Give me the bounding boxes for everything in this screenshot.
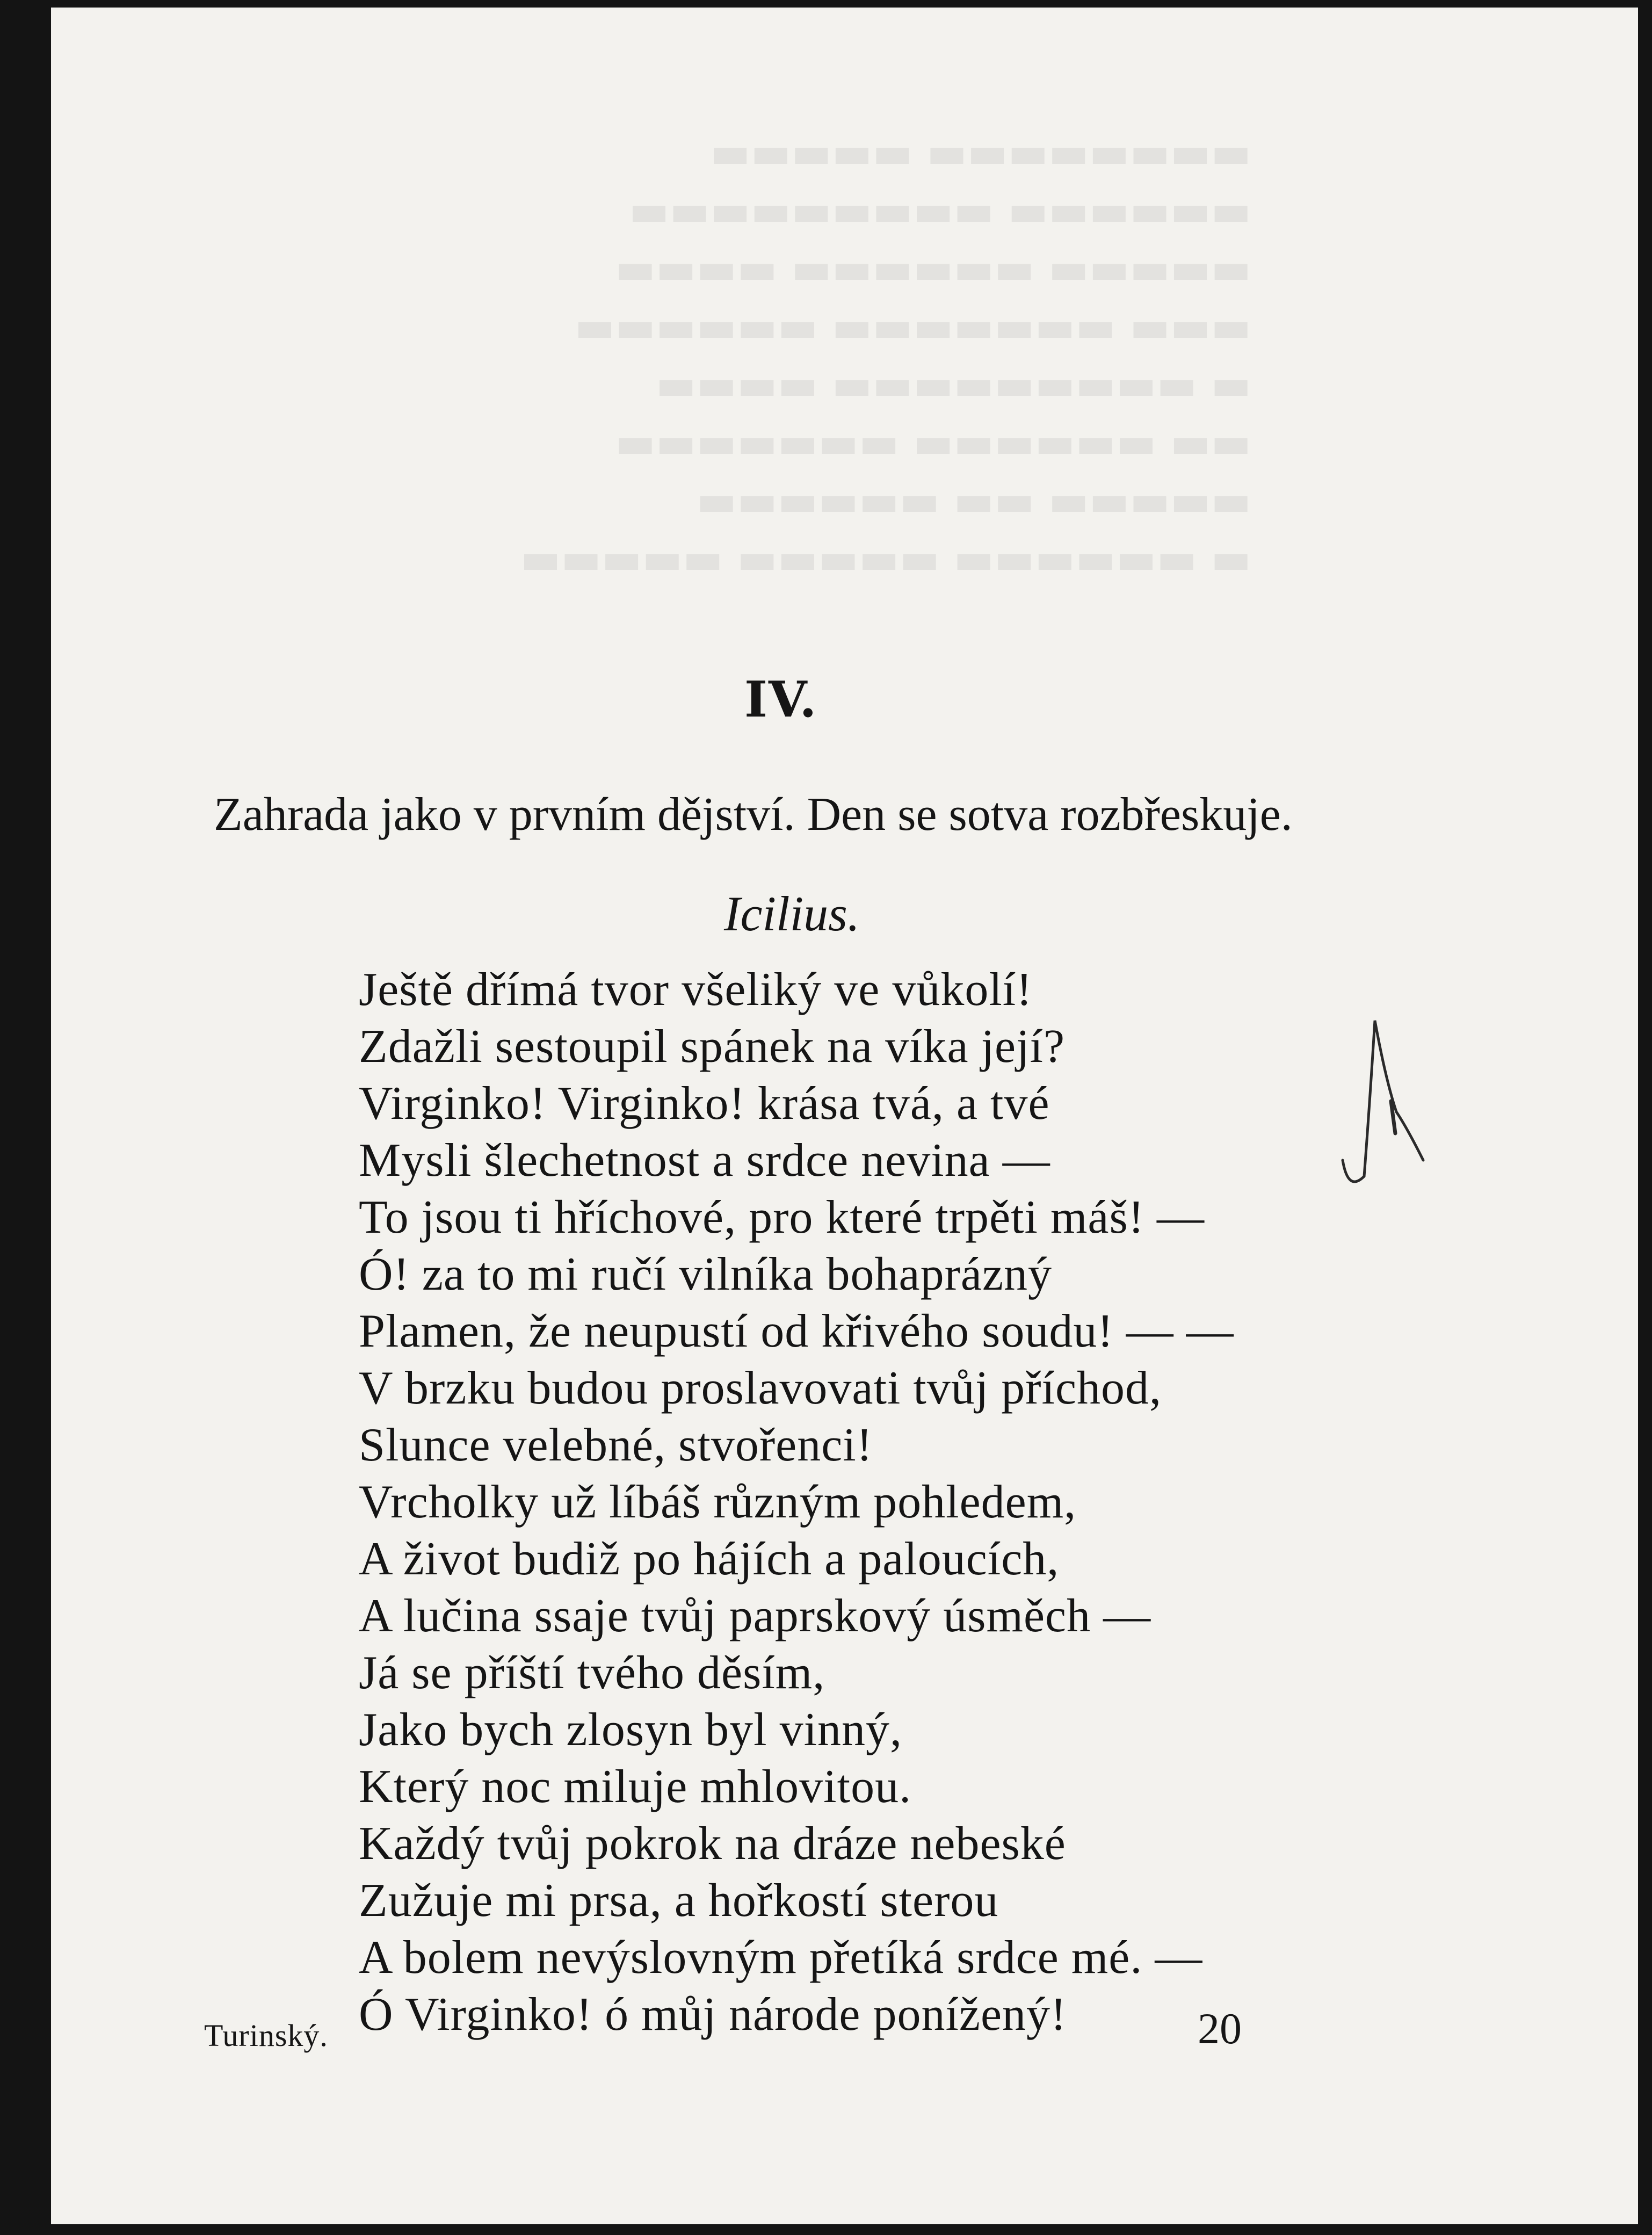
act-heading: IV.: [744, 670, 818, 728]
printer-signature: Turinský.: [204, 2018, 328, 2053]
stage-direction: Zahrada jako v prvním dějství. Den se sotva rozbřeskuje.: [214, 789, 1293, 841]
verse-line: A bolem nevýslovným přetíká srdce mé. —: [359, 1932, 1203, 1984]
verse-line: Ještě dřímá tvor všeliký ve vůkolí!: [359, 964, 1033, 1016]
verse-line: Který noc miluje mhlovitou.: [359, 1761, 912, 1813]
verse-line: Ó! za to mi ručí vilníka bohaprázný: [359, 1248, 1053, 1300]
show-through-shadow: ▬▬▬▬▬▬▬▬ ▬▬▬▬▬ ▬▬▬▬▬▬ ▬▬▬▬▬▬▬▬▬ ▬▬▬▬▬ ▬▬▬▬▬▬ ▬▬▬▬ ▬▬▬ ▬▬▬▬▬▬▬ ▬▬▬▬▬▬ ▬ ▬▬▬▬▬▬▬▬▬ ▬▬▬▬ ▬▬ ▬▬▬▬▬▬ ▬▬▬▬▬▬▬ ▬▬▬▬▬ ▬▬ ▬▬▬▬▬▬ ▬ ▬▬▬▬▬▬ ▬▬▬▬▬ ▬▬▬▬▬: [520, 127, 1251, 583]
verse-line: Já se příští tvého děsím,: [359, 1647, 825, 1699]
verse-line: A život budiž po hájích a paloucích,: [359, 1533, 1060, 1585]
page-number: 20: [1198, 2004, 1242, 2053]
verse-line: Jako bych zlosyn byl vinný,: [359, 1704, 903, 1756]
verse-line: Každý tvůj pokrok na dráze nebeské: [359, 1818, 1066, 1870]
scan-border-right: [1638, 0, 1652, 2235]
scan-border-bottom: [0, 2224, 1652, 2235]
verse-line: Ó Virginko! ó můj národe ponížený!: [359, 1988, 1067, 2041]
verse-block: [359, 961, 1234, 2043]
speaker-name: Icilius.: [724, 886, 860, 941]
verse-line: Virginko! Virginko! krása tvá, a tvé: [359, 1077, 1050, 1130]
pencil-annotation-mark: [1332, 999, 1439, 1203]
scan-border-left: [0, 0, 51, 2235]
verse-line: Slunce velebné, stvořenci!: [359, 1419, 873, 1471]
scan-border-top: [0, 0, 1652, 8]
verse-line: A lučina ssaje tvůj paprskový úsměch —: [359, 1590, 1151, 1642]
verse-line: To jsou ti hříchové, pro které trpěti máš! —: [359, 1191, 1205, 1243]
verse-line: Zdažli sestoupil spánek na víka její?: [359, 1021, 1066, 1073]
verse-line: Vrcholky už líbáš různým pohledem,: [359, 1476, 1077, 1528]
verse-line: Plamen, že neupustí od křivého soudu! — —: [359, 1305, 1234, 1357]
verse-line: Zužuje mi prsa, a hořkostí sterou: [359, 1875, 999, 1927]
verse-line: Mysli šlechetnost a srdce nevina —: [359, 1134, 1050, 1187]
verse-line: V brzku budou proslavovati tvůj příchod,: [359, 1362, 1162, 1414]
